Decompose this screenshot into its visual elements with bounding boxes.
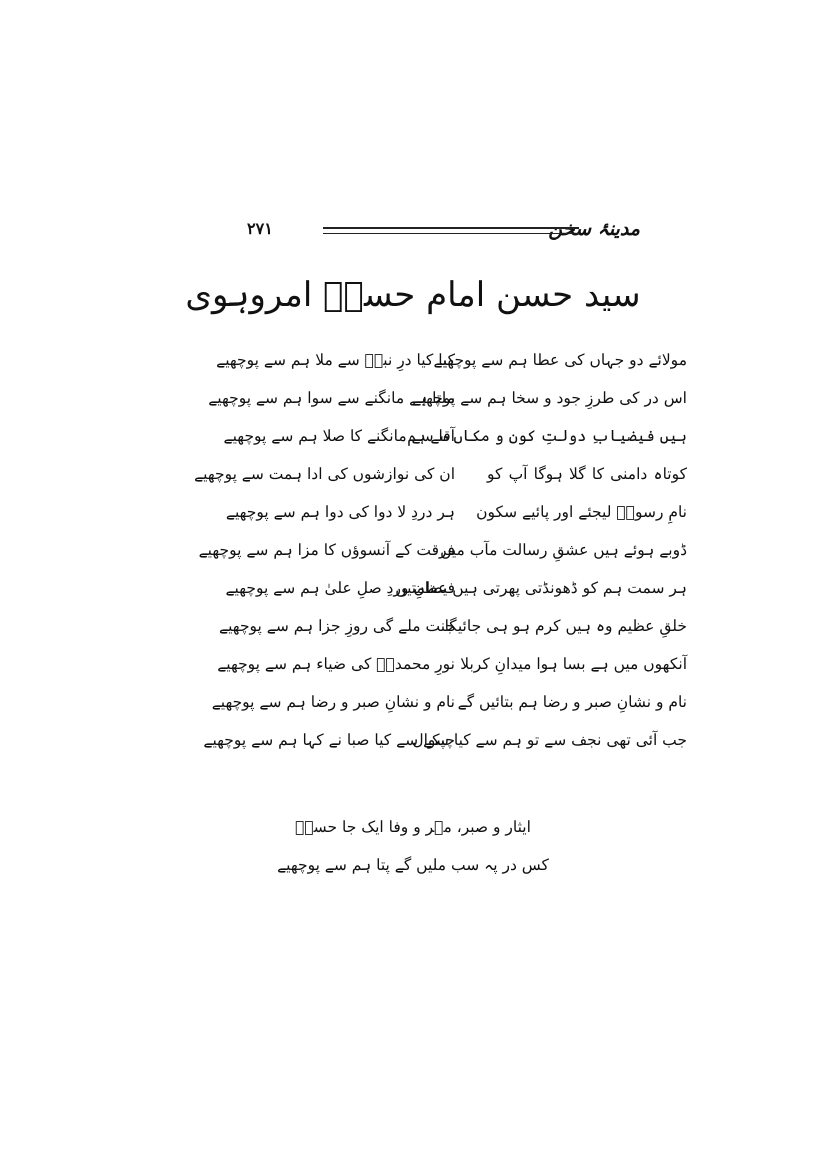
couplet — [219, 614, 687, 652]
couplet-first-line: اس در کی طرزِ جود و سخا ہم سے پوچھیے — [412, 389, 687, 407]
couplet-first-line: خلقِ عظیم وہ ہیں کرم ہو ہی جائیگا — [444, 617, 687, 635]
poet-title: سید حسن امام حسنؔ امروہوی — [185, 275, 641, 315]
couplet — [217, 652, 687, 690]
couplet — [198, 538, 687, 576]
couplet-first-line: ہر سمت ہم کو ڈھونڈتی پھرتی ہیں عظمتیں — [395, 579, 687, 597]
couplet-first-line: کوتاہ دامنی کا گلا ہوگا آپ کو — [487, 465, 687, 483]
couplet-first-line: جب آئی تھی نجف سے تو ہم سے کیا سوال — [412, 731, 687, 749]
header-rule — [323, 227, 579, 234]
couplet-second-line: فیضانِ وردِ صلِ علیٰ ہم سے پوچھیے — [225, 579, 455, 597]
couplet-first-line: نامِ رسولؐ لیجئے اور پائیے سکون — [476, 503, 687, 521]
closing-first-line: ایثار و صبر، مہر و وفا ایک جا حسنؔ — [295, 818, 531, 836]
couplet-second-line: جنت ملے گی روزِ جزا ہم سے پوچھیے — [219, 617, 455, 635]
couplet — [223, 424, 687, 462]
couplet — [208, 386, 687, 424]
couplet — [203, 728, 687, 766]
couplet — [225, 576, 687, 614]
couplet-first-line: مولائے دو جہاں کی عطا ہم سے پوچھیے — [433, 351, 687, 369]
closing-couplet — [0, 810, 826, 886]
couplet-first-line: آنکھوں میں ہے بسا ہوا میدانِ کربلا — [460, 655, 687, 673]
couplet-second-line: کیا کیا درِ نبیؐ سے ملا ہم سے پوچھیے — [216, 351, 455, 369]
couplet-second-line: آقا سے مانگنے کا صلا ہم سے پوچھیے — [223, 427, 455, 445]
couplet-second-line: نام و نشانِ صبر و رضا ہم سے پوچھیے — [211, 693, 455, 711]
couplet-first-line: نام و نشانِ صبر و رضا ہم بتائیں گے — [457, 693, 687, 711]
running-header — [0, 214, 826, 254]
couplet — [225, 500, 687, 538]
couplet-second-line: ملتا ہے مانگنے سے سوا ہم سے پوچھیے — [208, 389, 455, 407]
couplet — [211, 690, 687, 728]
couplet-second-line: ہر دردِ لا دوا کی دوا ہم سے پوچھیے — [225, 503, 455, 521]
couplet-second-line: چپکے سے کیا صبا نے کہا ہم سے پوچھیے — [203, 731, 455, 749]
couplet-second-line: ان کی نوازشوں کی ادا ہمت سے پوچھیے — [194, 465, 455, 483]
page-number: ۲۷۱ — [247, 219, 273, 238]
closing-second-line: کس در پہ سب ملیں گے پتا ہم سے پوچھیے — [277, 856, 549, 874]
couplet — [216, 348, 687, 386]
couplet-first-line: ڈوبے ہوئے ہیں عشقِ رسالت مآب میں — [440, 541, 687, 559]
couplet-second-line: نورِ محمدیؐ کی ضیاء ہم سے پوچھیے — [217, 655, 455, 673]
couplet — [194, 462, 687, 500]
couplet-first-line: ہیں فیضیابِ دولتِ کون و مکاں سے ہم — [407, 427, 687, 445]
book-title: مدینۂ سخن — [548, 218, 640, 240]
couplet-second-line: فرقت کے آنسوؤں کا مزا ہم سے پوچھیے — [198, 541, 455, 559]
couplet-list — [194, 348, 687, 766]
